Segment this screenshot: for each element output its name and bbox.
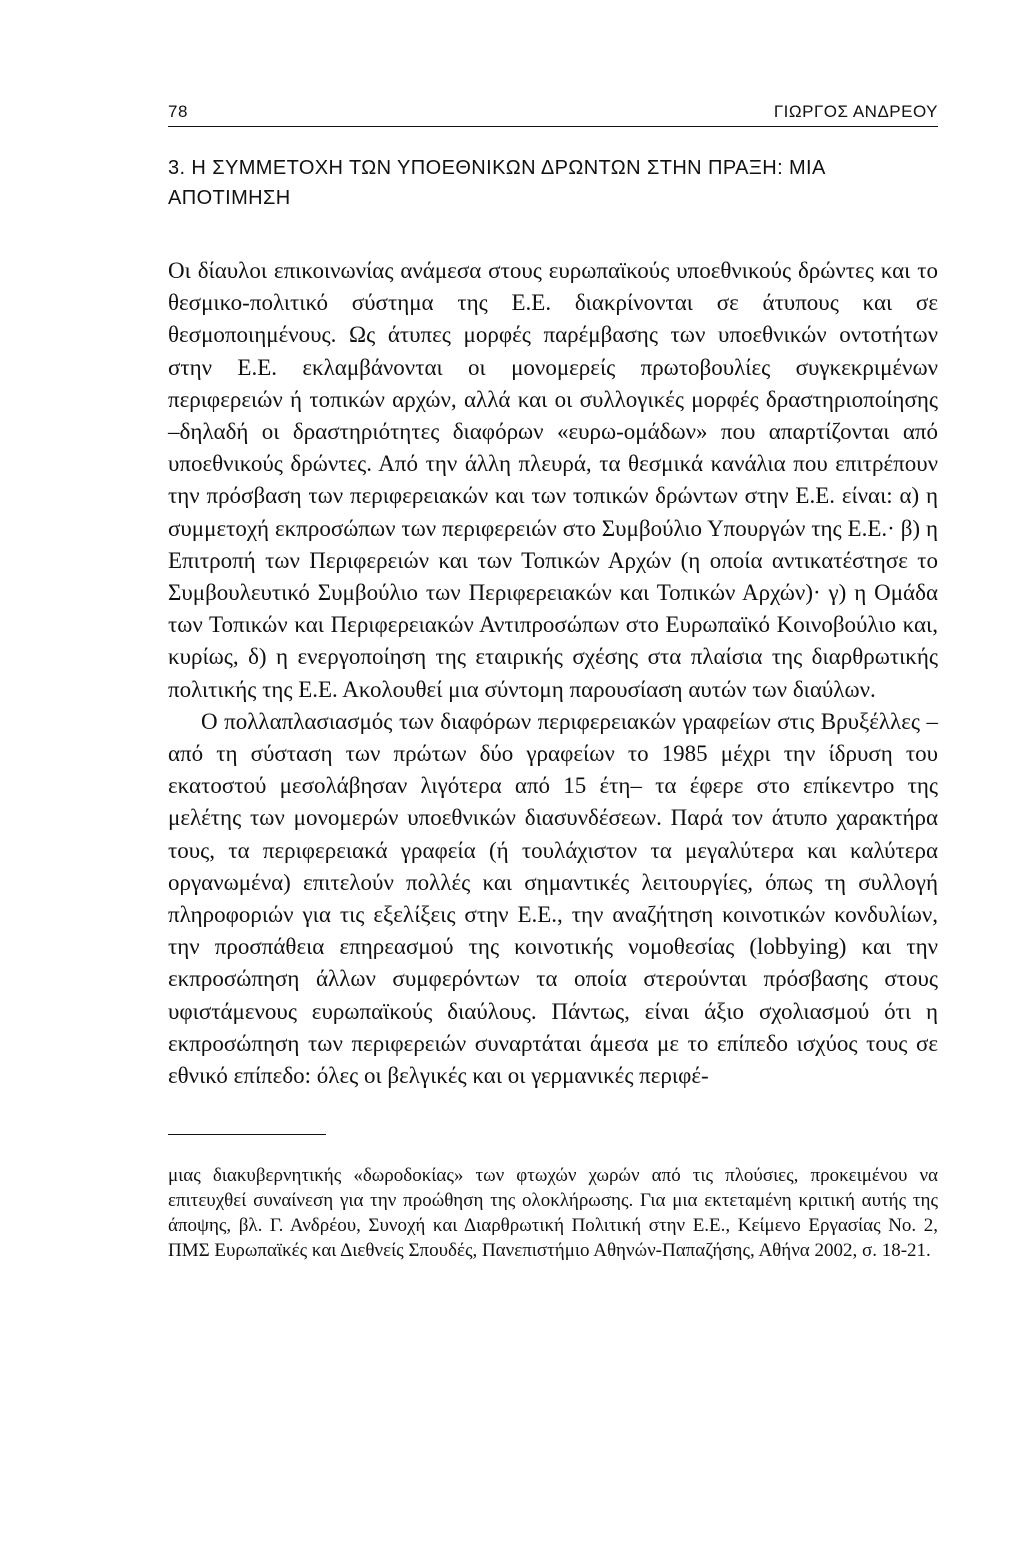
running-head-author: ΓΙΩΡΓΟΣ ΑΝΔΡΕΟΥ [773, 102, 938, 121]
running-head [168, 92, 938, 127]
body-text [168, 255, 938, 1092]
section-title: 3. Η ΣΥΜΜΕΤΟΧΗ ΤΩΝ ΥΠΟΕΘΝΙΚΩΝ ΔΡΩΝΤΩΝ ΣΤΗΝ ΠΡΑΞΗ: ΜΙΑ ΑΠΟΤΙΜΗΣΗ [168, 157, 825, 209]
footnote: μιας διακυβερνητικής «δωροδοκίας» των φτωχών χωρών από τις πλούσιες, προκειμένου να επιτευχθεί συναίνεση για την προώθηση της ολοκλήρωσης. Για μια εκτεταμένη κριτική αυτής της άποψης, βλ. Γ. Ανδρέου, Συνοχή και Διαρθρωτική Πολιτική στην Ε.Ε., Κείμενο Εργασίας Νο. 2, ΠΜΣ Ευρωπαϊκές και Διεθνείς Σπουδές, Πανεπιστήμιο Αθηνών-Παπαζήσης, Αθήνα 2002, σ. 18-21. [168, 1165, 938, 1262]
footnote-divider [168, 1134, 326, 1135]
book-page [168, 92, 938, 1512]
paragraph-2: Ο πολλαπλασιασμός των διαφόρων περιφερειακών γραφείων στις Βρυξέλλες –από τη σύσταση των πρώτων δύο γραφείων το 1985 μέχρι την ίδρυση του εκατοστού μεσολάβησαν λιγότερα από 15 έτη– τα έφερε στο επίκεντρο της μελέτης των μονομερών υποεθνικών διασυνδέσεων. Παρά τον άτυπο χαρακτήρα τους, τα περιφερειακά γραφεία (ή τουλάχιστον τα μεγαλύτερα και καλύτερα οργανωμένα) επιτελούν πολλές και σημαντικές λειτουργίες, όπως τη συλλογή πληροφοριών για τις εξελίξεις στην Ε.Ε., την αναζήτηση κοινοτικών κονδυλίων, την προσπάθεια επηρεασμού της κοινοτικής νομοθεσίας (lobbying) και την εκπροσώπηση άλλων συμφερόντων τα οποία στερούνται πρόσβασης στους υφιστάμενους ευρωπαϊκούς διαύλους. Πάντως, είναι άξιο σχολιασμού ότι η εκπροσώπηση των περιφερειών συναρτάται άμεσα με το επίπεδο ισχύος τους σε εθνικό επίπεδο: όλες οι βελγικές και οι γερμανικές περιφέ- [168, 708, 938, 1089]
paragraph-1: Οι δίαυλοι επικοινωνίας ανάμεσα στους ευρωπαϊκούς υποεθνικούς δρώντες και το θεσμικο-πολιτικό σύστημα της Ε.Ε. διακρίνονται σε άτυπους και σε θεσμοποιημένους. Ως άτυπες μορφές παρέμβασης των υποεθνικών οντοτήτων στην Ε.Ε. εκλαμβάνονται οι μονομερείς πρωτοβουλίες συγκεκριμένων περιφερειών ή τοπικών αρχών, αλλά και οι συλλογικές μορφές δραστηριοποίησης –δηλαδή οι δραστηριότητες διαφόρων «ευρω-ομάδων» που απαρτίζονται από υποεθνικούς δρώντες. Από την άλλη πλευρά, τα θεσμικά κανάλια που επιτρέπουν την πρόσβαση των περιφερειακών και των τοπικών δρώντων στην Ε.Ε. είναι: α) η συμμετοχή εκπροσώπων των περιφερειών στο Συμβούλιο Υπουργών της Ε.Ε.· β) η Επιτροπή των Περιφερειών και των Τοπικών Αρχών (η οποία αντικατέστησε το Συμβουλευτικό Συμβούλιο των Περιφερειακών και Τοπικών Αρχών)· γ) η Ομάδα των Τοπικών και Περιφερειακών Αντιπροσώπων στο Ευρωπαϊκό Κοινοβούλιο και, κυρίως, δ) η ενεργοποίηση της εταιρικής σχέσης στα πλαίσια της διαρθρωτικής πολιτικής της Ε.Ε. Ακολουθεί μια σύντομη παρουσίαση αυτών των διαύλων. [168, 258, 938, 702]
page-number: 78 [168, 102, 188, 121]
